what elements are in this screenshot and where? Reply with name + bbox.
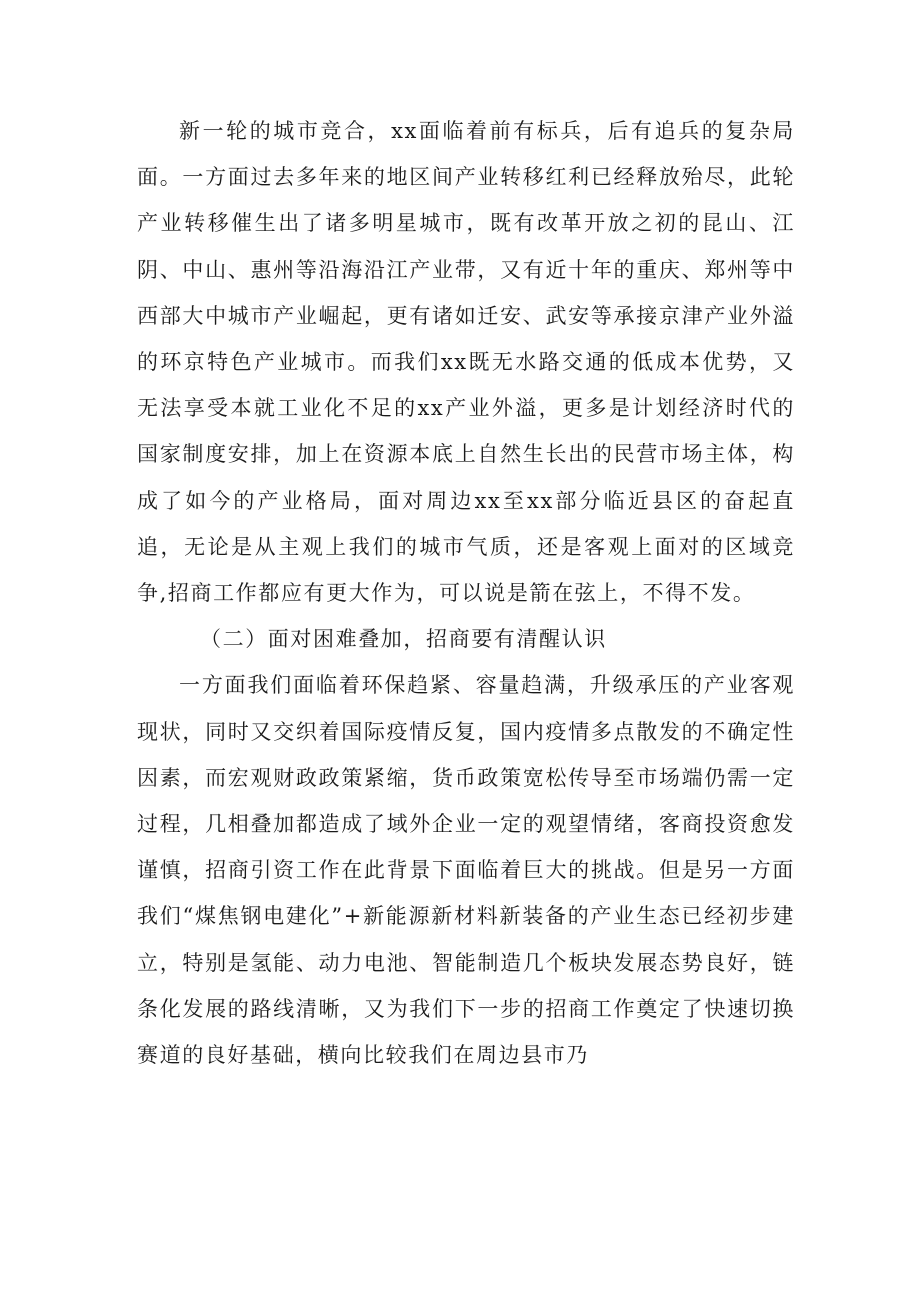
paragraph-challenges: 一方面我们面临着环保趋紧、容量趋满，升级承压的产业客观现状，同时又交织着国际疫情反复，国内疫情多点散发的不确定性因素，而宏观财政政策紧缩，货币政策宽松传导至市场端仍需一定过程，几相叠加都造成了域外企业一定的观望情绪，客商投资愈发谨慎，招商引资工作在此背景下面临着巨大的挑战。但是另一方面我们“煤焦钢电建化”+新能源新材料新装备的产业生态已经初步建立，特别是氢能、动力电池、智能制造几个板块发展态势良好，链条化发展的路线清晰，又为我们下一步的招商工作奠定了快速切换赛道的良好基础，横向比较我们在周边县市乃 [137, 673, 795, 1068]
document-body [137, 108, 795, 1078]
section-heading-two: （二）面对困难叠加，招商要有清醒认识 [200, 627, 607, 652]
paragraph-city-competition: 新一轮的城市竞合，xx面临着前有标兵，后有追兵的复杂局面。一方面过去多年来的地区间产业转移红利已经释放殆尽，此轮产业转移催生出了诸多明星城市，既有改革开放之初的昆山、江阴、中山、惠州等沿海沿江产业带，又有近十年的重庆、郑州等中西部大中城市产业崛起，更有诸如迁安、武安等承接京津产业外溢的环京特色产业城市。而我们xx既无水路交通的低成本优势，又无法享受本就工业化不足的xx产业外溢，更多是计划经济时代的国家制度安排，加上在资源本底上自然生长出的民营市场主体，构成了如今的产业格局，面对周边xx至xx部分临近县区的奋起直追，无论是从主观上我们的城市气质，还是客观上面对的区域竞争,招商工作都应有更大作为，可以说是箭在弦上，不得不发。 [137, 119, 795, 606]
